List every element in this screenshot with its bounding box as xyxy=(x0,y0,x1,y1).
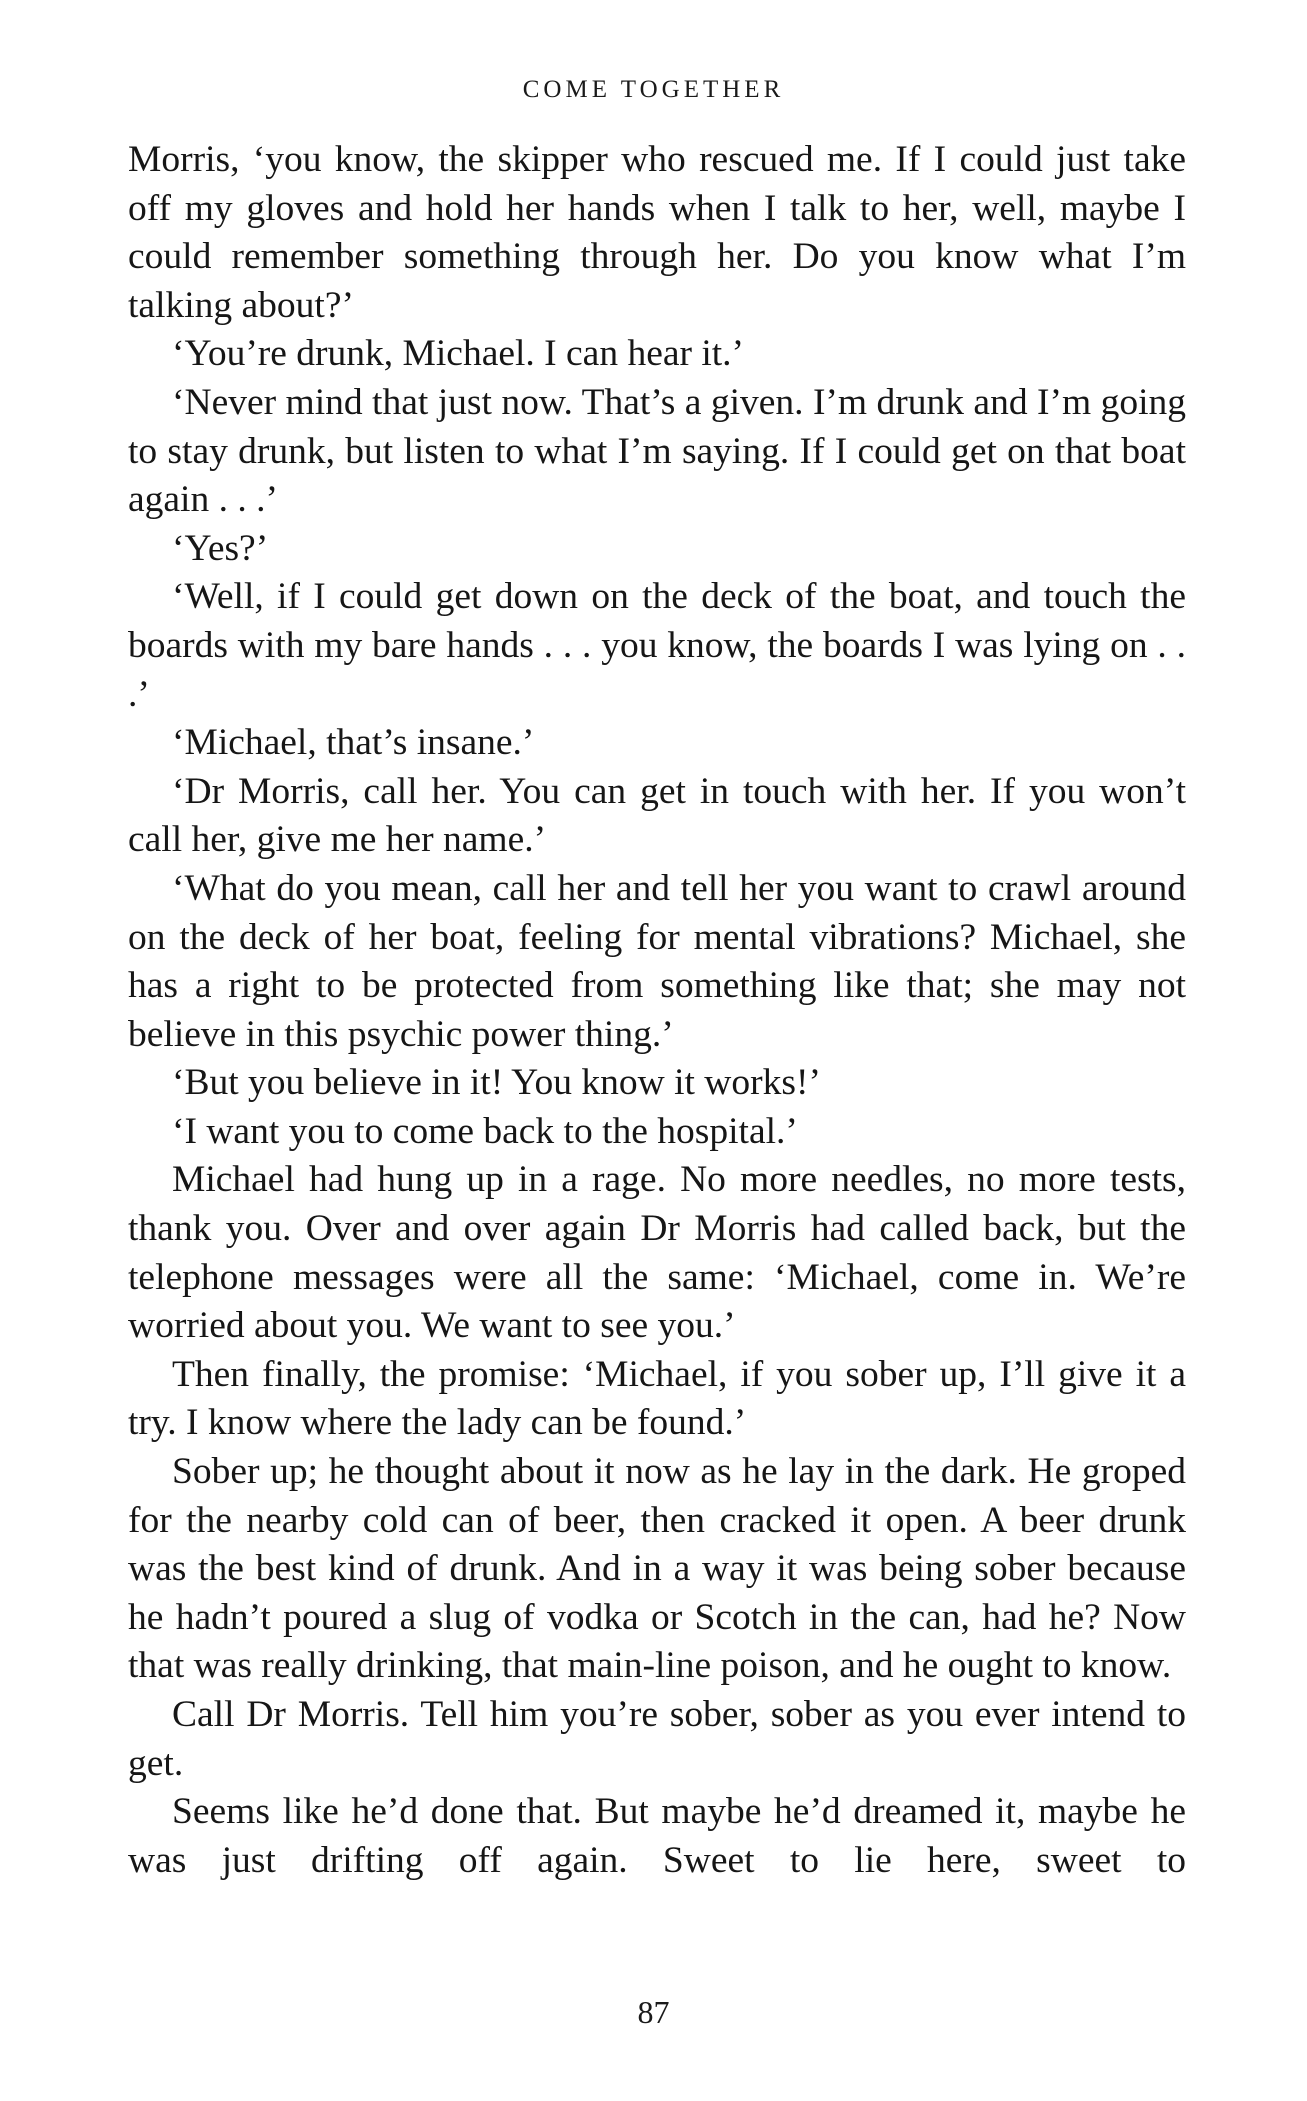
paragraph: ‘You’re drunk, Michael. I can hear it.’ xyxy=(172,333,745,375)
paragraph: Call Dr Morris. Tell him you’re sober, sober as you ever intend to get. xyxy=(128,1694,1186,1784)
running-head: COME TOGETHER xyxy=(522,76,785,103)
body-text xyxy=(128,136,1186,1885)
paragraph: ‘But you believe in it! You know it works!’ xyxy=(172,1062,821,1104)
paragraph: ‘What do you mean, call her and tell her you want to crawl around on the deck of her boat, feeling for mental vibrations? Michael, she has a right to be protected from something like that; she may not believe in this psychic power thing.’ xyxy=(128,867,1186,1055)
paragraph: ‘Dr Morris, call her. You can get in touch with her. If you won’t call her, give me her name.’ xyxy=(128,770,1186,861)
paragraph: Morris, ‘you know, the skipper who rescued me. If I could just take off my gloves and hold her hands when I talk to her, well, maybe I could remember something through her. Do you know what I’m talking about?’ xyxy=(128,139,1186,326)
page-number: 87 xyxy=(637,1994,670,2030)
paragraph: ‘Michael, that’s insane.’ xyxy=(172,722,535,764)
paragraph: Seems like he’d done that. But maybe he’d dreamed it, maybe he was just drifting off again. Sweet to lie here, sweet to xyxy=(128,1791,1186,1881)
paragraph: Sober up; he thought about it now as he lay in the dark. He groped for the nearby cold can of beer, then cracked it open. A beer drunk was the best kind of drunk. And in a way it was being sober because he hadn’t poured a slug of vodka or Scotch in the can, had he? Now that was really drinking, that main-line poison, and he ought to know. xyxy=(128,1451,1186,1687)
paragraph: ‘I want you to come back to the hospital.’ xyxy=(172,1110,798,1152)
paragraph: Michael had hung up in a rage. No more needles, no more tests, thank you. Over and over again Dr Morris had called back, but the telephone messages were all the same: ‘Michael, come in. We’re worried about you. We want to see you.’ xyxy=(128,1159,1186,1347)
paragraph: ‘Never mind that just now. That’s a given. I’m drunk and I’m going to stay drunk, but listen to what I’m saying. If I could get on that boat again . . .’ xyxy=(128,381,1186,521)
paragraph: ‘Yes?’ xyxy=(172,527,269,569)
paragraph: ‘Well, if I could get down on the deck of the boat, and touch the boards with my bare hands . . . you know, the boards I was lying on . . .’ xyxy=(128,576,1186,715)
paragraph: Then finally, the promise: ‘Michael, if you sober up, I’ll give it a try. I know where the lady can be found.’ xyxy=(128,1353,1186,1444)
